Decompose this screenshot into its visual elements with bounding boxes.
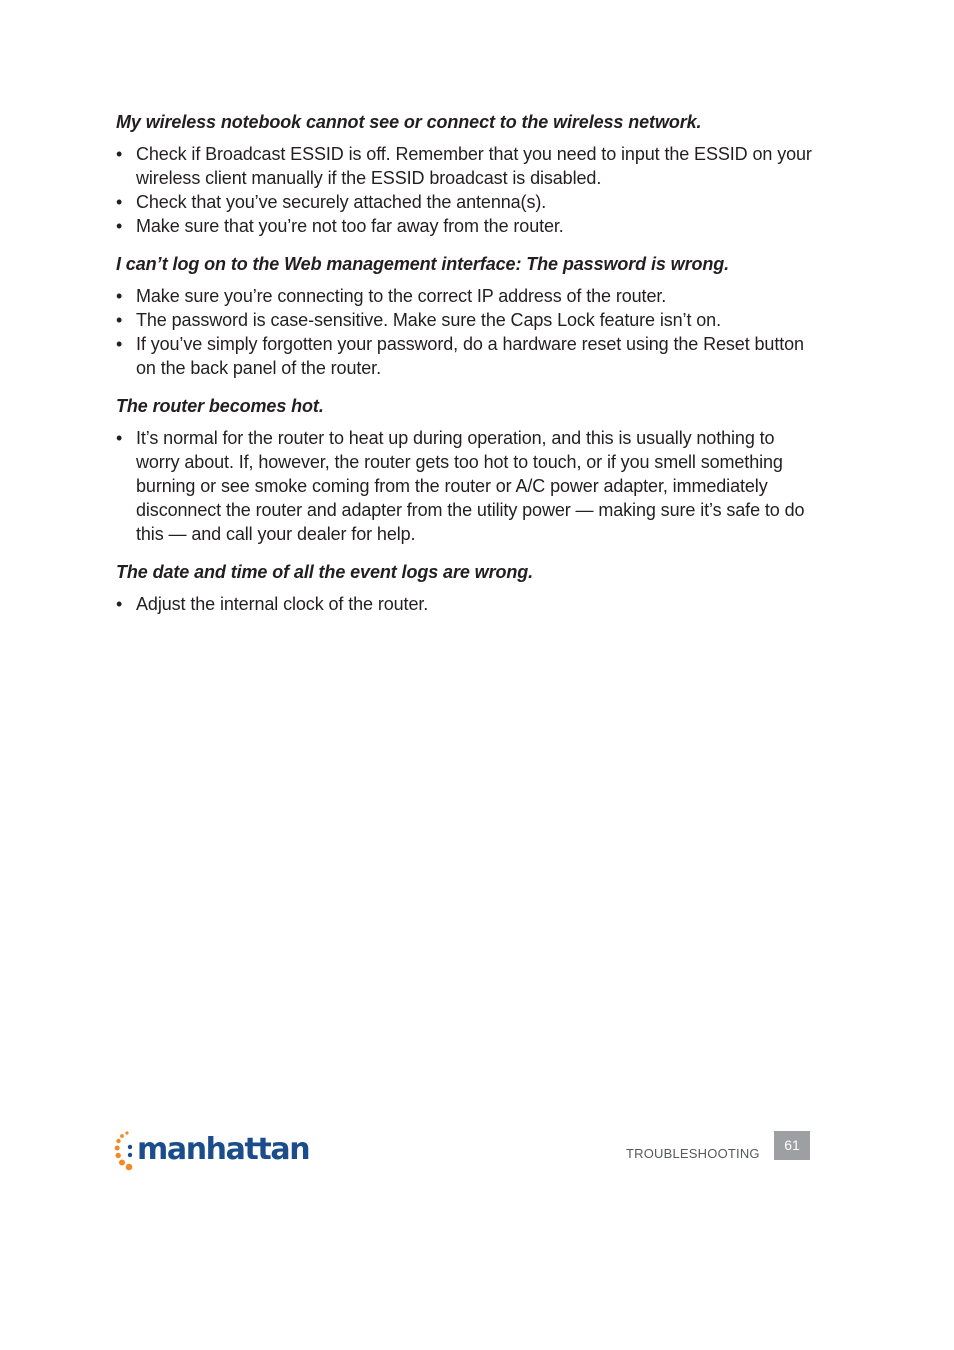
bullet-icon: • xyxy=(116,144,123,164)
section-heading: The router becomes hot. xyxy=(116,396,324,416)
list-item-text: The password is case-sensitive. Make sure the Caps Lock feature isn’t on. xyxy=(136,310,721,330)
list-item xyxy=(116,190,816,214)
bullet-icon: • xyxy=(116,286,123,306)
bullet-list xyxy=(116,426,816,546)
section-heading: I can’t log on to the Web management interface: The password is wrong. xyxy=(116,254,730,274)
brand-name: manhattan xyxy=(137,1132,310,1167)
list-item-text: Check that you’ve securely attached the antenna(s). xyxy=(136,192,547,212)
bullet-icon: • xyxy=(116,594,123,614)
bullet-list xyxy=(116,592,816,616)
list-item xyxy=(116,214,816,238)
list-item xyxy=(116,284,816,308)
bullet-icon: • xyxy=(116,428,123,448)
list-item-text: If you’ve simply forgotten your password, do a hardware reset using the Reset button on the back panel of the router. xyxy=(136,334,804,378)
page-content xyxy=(116,110,816,630)
bullet-icon: • xyxy=(116,216,123,236)
bullet-icon: • xyxy=(116,334,123,354)
list-item xyxy=(116,332,816,380)
footer-section-label: TROUBLESHOOTING xyxy=(626,1146,760,1161)
section-heading: The date and time of all the event logs are wrong. xyxy=(116,562,534,582)
page-number: 61 xyxy=(774,1131,810,1160)
list-item xyxy=(116,426,816,546)
list-item-text: Adjust the internal clock of the router. xyxy=(136,594,429,614)
list-item xyxy=(116,592,816,616)
section-heading: My wireless notebook cannot see or connect to the wireless network. xyxy=(116,112,702,132)
list-item-text: It’s normal for the router to heat up during operation, and this is usually nothing to worry about. If, however, the router gets too hot to touch, or if you smell something burning or see smoke coming from the router or A/C power adapter, immediately disconnect the router and adapter from the utility power — making sure it’s safe to do this — and call your dealer for help. xyxy=(136,428,805,544)
list-item-text: Make sure that you’re not too far away from the router. xyxy=(136,216,564,236)
list-item-text: Check if Broadcast ESSID is off. Remember that you need to input the ESSID on your wireless client manually if the ESSID broadcast is disabled. xyxy=(136,144,812,188)
brand-logo xyxy=(114,1126,309,1174)
manhattan-logo-icon xyxy=(114,1128,136,1172)
list-item xyxy=(116,308,816,332)
bullet-list xyxy=(116,284,816,380)
bullet-icon: • xyxy=(116,310,123,330)
bullet-list xyxy=(116,142,816,238)
list-item-text: Make sure you’re connecting to the correct IP address of the router. xyxy=(136,286,667,306)
bullet-icon: • xyxy=(116,192,123,212)
list-item xyxy=(116,142,816,190)
